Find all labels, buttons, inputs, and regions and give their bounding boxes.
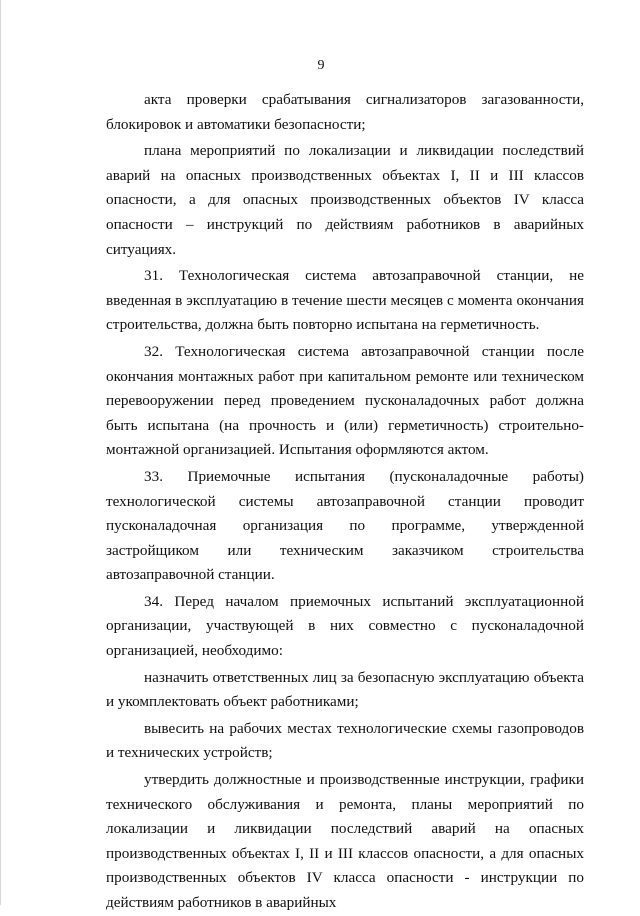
paragraph-item-31: 31. Технологическая система автозаправочной станции, не введенная в эксплуатацию в течение шести месяцев с момента окончания строительства, должна быть повторно испытана на герметичность. bbox=[106, 267, 584, 334]
paragraph-accident-plan: плана мероприятий по локализации и ликвидации последствий аварий на опасных производственных объектах I, II и III классов опасности, а для опасных производственных объектов IV класса опасности – инструкций по действиям работников в аварийных ситуациях. bbox=[106, 142, 584, 258]
paragraph-assign-responsible: назначить ответственных лиц за безопасную эксплуатацию объекта и укомплектовать объект работниками; bbox=[106, 668, 584, 711]
page-number: 9 bbox=[317, 58, 325, 73]
paragraph-item-33: 33. Приемочные испытания (пусконаладочные работы) технологической системы автозаправочной станции проводит пусконаладочная организация по программе, утвержденной застройщиком или техническим заказчиком строительства автозаправочной станции. bbox=[106, 467, 584, 584]
paragraph-approve-instructions: утвердить должностные и производственные инструкции, графики технического обслуживания и ремонта, планы мероприятий по локализации и ликвидации последствий аварий на опасных производственных объектах I, II и III классов опасности, а для опасных производственных объектов IV класса опасности - инструкции по действиям работников в аварийных bbox=[106, 771, 584, 911]
paragraph-item-32: 32. Технологическая система автозаправочной станции после окончания монтажных работ при капитальном ремонте или техническом перевооружении перед проведением пусконаладочных работ должна быть испытана (на прочность и (или) герметичность) строительно-монтажной организацией. Испытания оформляются актом. bbox=[106, 342, 584, 459]
document-body bbox=[106, 88, 584, 916]
paragraph-act-check: акта проверки срабатывания сигнализаторов загазованности, блокировок и автоматики безопасности; bbox=[106, 91, 584, 133]
paragraph-item-34: 34. Перед началом приемочных испытаний эксплуатационной организации, участвующей в них совместно с пусконаладочной организацией, необходимо: bbox=[106, 592, 584, 660]
paragraph-post-schemes: вывесить на рабочих местах технологические схемы газопроводов и технических устройств; bbox=[106, 719, 584, 762]
